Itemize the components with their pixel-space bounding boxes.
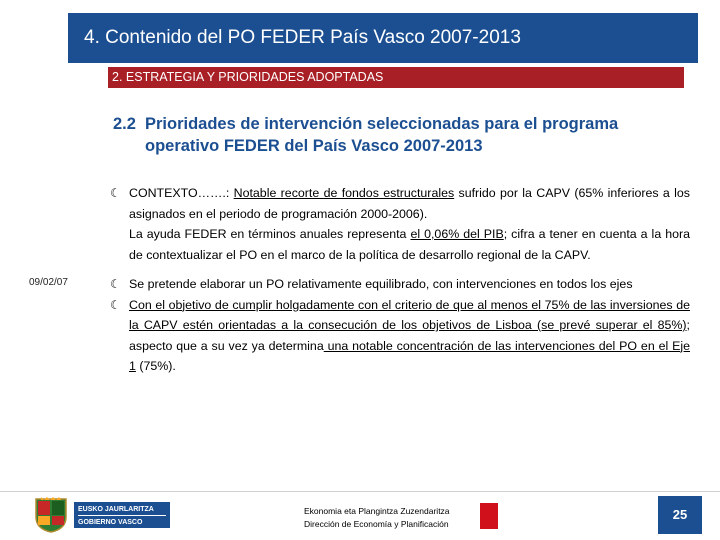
logo-line-1: EUSKO JAURLARITZA xyxy=(78,504,166,516)
slide-title: 4. Contenido del PO FEDER País Vasco 2007-2013 xyxy=(84,27,521,48)
bullet-text: (75%). xyxy=(135,359,176,373)
page-number: 25 xyxy=(658,496,702,534)
bullet-equilibrado xyxy=(110,274,690,295)
coat-of-arms-icon xyxy=(32,497,70,533)
bullet-text-underlined: Notable recorte de fondos estructurales xyxy=(233,186,455,200)
subsection-heading xyxy=(113,113,693,157)
red-accent-block xyxy=(480,503,498,529)
bullet-text-underlined: el 0,06% del PIB xyxy=(410,227,504,241)
bullet-objetivo xyxy=(110,295,690,377)
bullet-text: ; cifra a tener en cuenta a la hora de contextualizar el PO en el marco de la política de desarrollo regional de la CAPV. xyxy=(129,227,691,262)
bullet-text: Se pretende elaborar un PO relativamente equilibrado, con intervenciones en todos los ejes xyxy=(129,277,633,291)
subsection-number: 2.2 xyxy=(113,115,136,133)
date-label: 09/02/07 xyxy=(29,277,68,288)
bullet-text: sufrido por la CAPV (65% inferiores a los asignados en el periodo de programación 2000-2006). xyxy=(129,186,690,221)
bullet-text: La ayuda FEDER en términos anuales representa xyxy=(129,227,411,241)
bullet-list xyxy=(110,183,690,377)
bullet-marker-icon: ☾ xyxy=(110,186,121,200)
bullet-text: CONTEXTO…….: xyxy=(129,186,234,200)
bullet-contexto xyxy=(110,183,690,265)
bullet-marker-icon: ☾ xyxy=(110,277,121,291)
slide-title-bar xyxy=(68,13,698,63)
subsection-title: Prioridades de intervención seleccionadas para el programa operativo FEDER del País Vasco 2007-2013 xyxy=(145,115,619,155)
logo-wordmark xyxy=(74,502,170,528)
section-bar xyxy=(108,67,684,88)
logo-line-2: GOBIERNO VASCO xyxy=(78,519,143,526)
footer-divider xyxy=(0,491,720,492)
section-title: 2. ESTRATEGIA Y PRIORIDADES ADOPTADAS xyxy=(112,70,384,84)
department-label xyxy=(304,505,484,531)
department-line-1: Ekonomia eta Plangintza Zuzendaritza xyxy=(304,506,450,516)
bullet-marker-icon: ☾ xyxy=(110,297,121,312)
bullet-text: ; aspecto que a su vez ya determina xyxy=(129,318,690,353)
bullet-text-underlined: una notable concentración de las intervenciones del PO en el Eje 1 xyxy=(129,338,690,373)
department-line-2: Dirección de Economía y Planificación xyxy=(304,519,449,529)
bullet-text-underlined: Con el objetivo de cumplir holgadamente con el criterio de que al menos el 75% de las inversiones de la CAPV estén orientadas a la consecución de los objetivos de Lisboa (se prevé superar el 85%) xyxy=(129,297,690,332)
gobierno-vasco-logo xyxy=(32,497,172,533)
